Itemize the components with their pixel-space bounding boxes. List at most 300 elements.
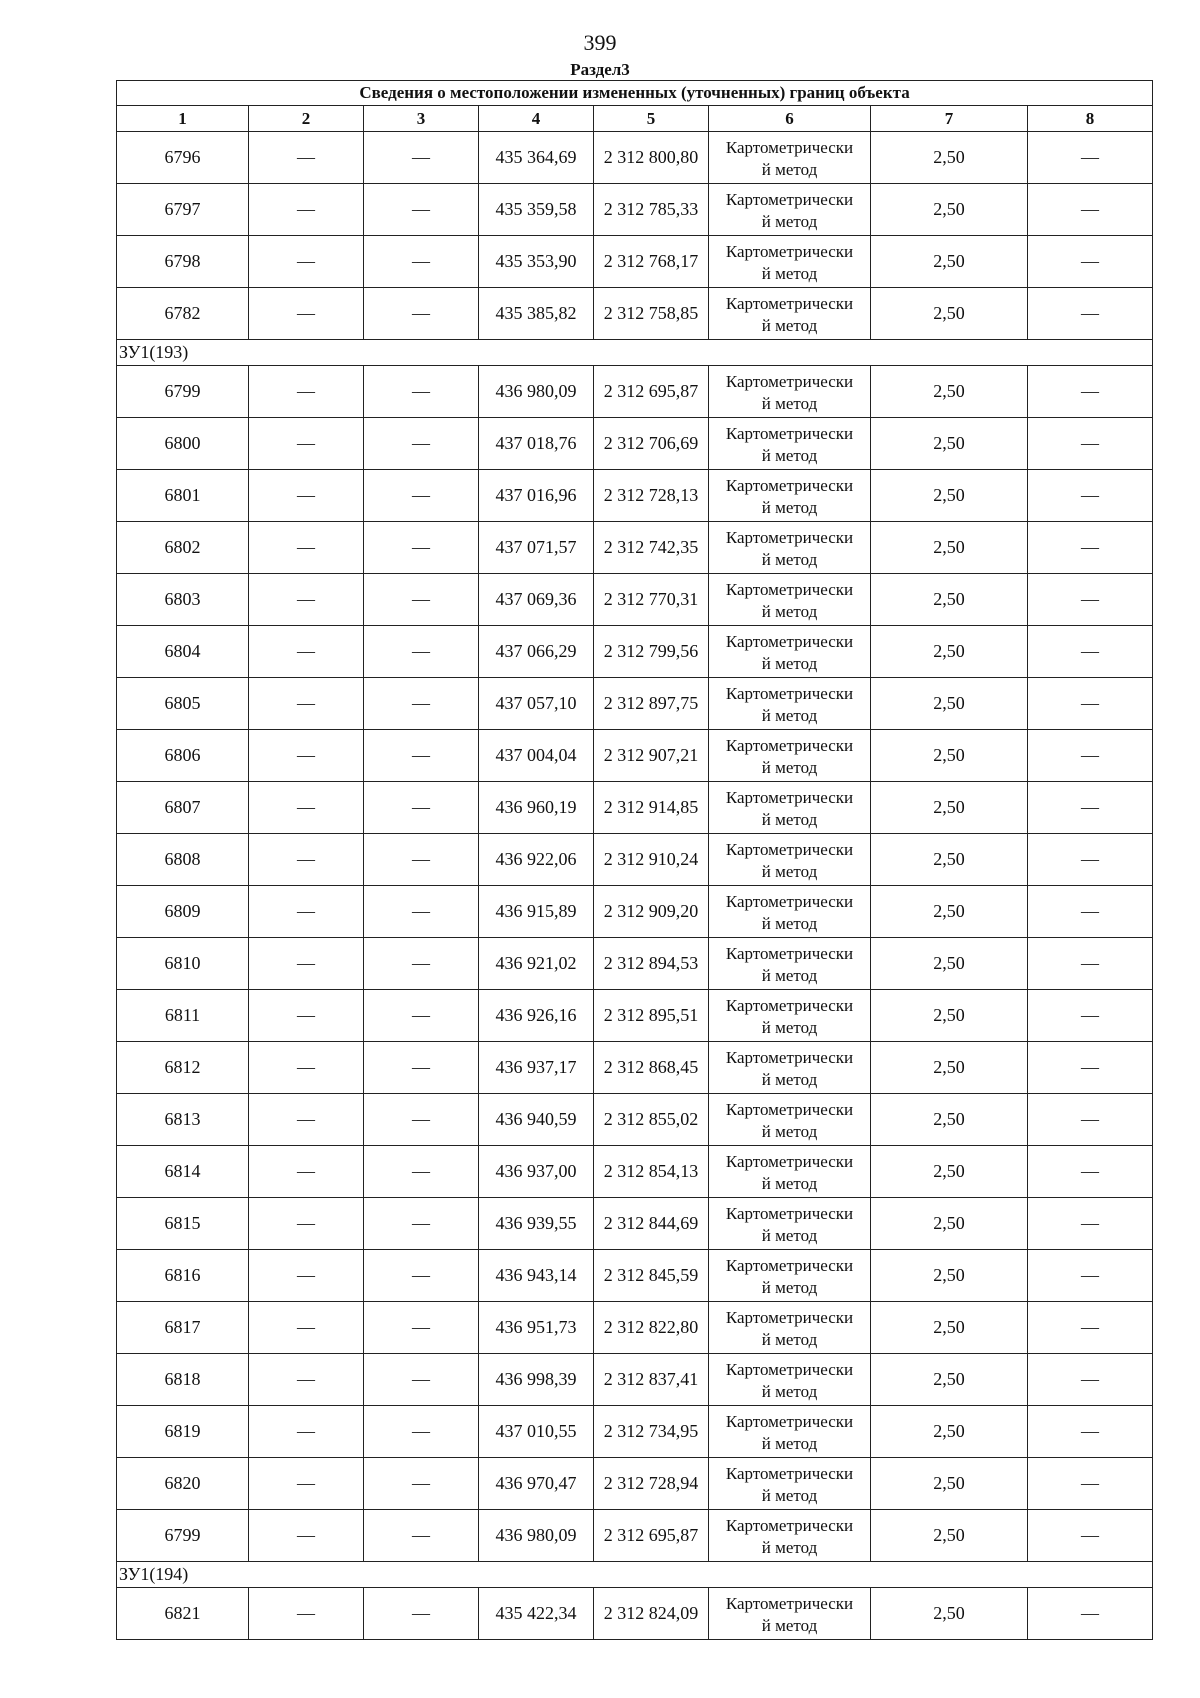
x-coordinate-cell: 437 018,76 (479, 418, 594, 470)
method-text-line: й метод (761, 1615, 818, 1635)
method-text-line: Картометрически (725, 995, 854, 1015)
method-cell (709, 184, 871, 236)
accuracy-cell: 2,50 (871, 574, 1028, 626)
method-cell (709, 132, 871, 184)
empty-dash-cell: — (364, 626, 479, 678)
accuracy-cell: 2,50 (871, 626, 1028, 678)
empty-dash-cell: — (249, 1354, 364, 1406)
point-id-cell: 6801 (117, 470, 249, 522)
method-text-line: Картометрически (725, 527, 854, 547)
group-label: ЗУ1(193) (117, 340, 1153, 366)
empty-dash-cell: — (364, 574, 479, 626)
table-row (117, 288, 1153, 340)
empty-dash-cell: — (1028, 730, 1153, 782)
point-id-cell: 6799 (117, 1510, 249, 1562)
method-cell (709, 1458, 871, 1510)
empty-dash-cell: — (364, 834, 479, 886)
method-text-line: Картометрически (725, 787, 854, 807)
y-coordinate-cell: 2 312 894,53 (594, 938, 709, 990)
x-coordinate-cell: 437 071,57 (479, 522, 594, 574)
method-text-line: й метод (761, 393, 818, 413)
method-text-line: Картометрически (725, 891, 854, 911)
accuracy-cell: 2,50 (871, 1354, 1028, 1406)
method-text-line: Картометрически (725, 241, 854, 261)
group-header-row (117, 340, 1153, 366)
point-id-cell: 6796 (117, 132, 249, 184)
empty-dash-cell: — (364, 1094, 479, 1146)
column-number-row (117, 106, 1153, 132)
empty-dash-cell: — (1028, 184, 1153, 236)
empty-dash-cell: — (364, 1406, 479, 1458)
accuracy-cell: 2,50 (871, 366, 1028, 418)
table-row (117, 1094, 1153, 1146)
empty-dash-cell: — (364, 418, 479, 470)
x-coordinate-cell: 437 057,10 (479, 678, 594, 730)
method-cell (709, 1302, 871, 1354)
y-coordinate-cell: 2 312 770,31 (594, 574, 709, 626)
y-coordinate-cell: 2 312 695,87 (594, 1510, 709, 1562)
empty-dash-cell: — (1028, 1250, 1153, 1302)
point-id-cell: 6816 (117, 1250, 249, 1302)
method-text-line: Картометрически (725, 293, 854, 313)
method-text-line: й метод (761, 159, 818, 179)
y-coordinate-cell: 2 312 734,95 (594, 1406, 709, 1458)
point-id-cell: 6810 (117, 938, 249, 990)
point-id-cell: 6819 (117, 1406, 249, 1458)
empty-dash-cell: — (249, 626, 364, 678)
method-cell (709, 990, 871, 1042)
x-coordinate-cell: 436 951,73 (479, 1302, 594, 1354)
x-coordinate-cell: 436 937,00 (479, 1146, 594, 1198)
accuracy-cell: 2,50 (871, 418, 1028, 470)
y-coordinate-cell: 2 312 799,56 (594, 626, 709, 678)
point-id-cell: 6798 (117, 236, 249, 288)
empty-dash-cell: — (249, 1588, 364, 1640)
y-coordinate-cell: 2 312 800,80 (594, 132, 709, 184)
group-header-row (117, 1562, 1153, 1588)
method-cell (709, 1198, 871, 1250)
table-row (117, 626, 1153, 678)
accuracy-cell: 2,50 (871, 522, 1028, 574)
y-coordinate-cell: 2 312 914,85 (594, 782, 709, 834)
empty-dash-cell: — (364, 1198, 479, 1250)
method-cell (709, 938, 871, 990)
method-text-line: Картометрически (725, 839, 854, 859)
table-row (117, 886, 1153, 938)
empty-dash-cell: — (1028, 1146, 1153, 1198)
method-text-line: Картометрически (725, 1047, 854, 1067)
empty-dash-cell: — (249, 1146, 364, 1198)
y-coordinate-cell: 2 312 822,80 (594, 1302, 709, 1354)
y-coordinate-cell: 2 312 910,24 (594, 834, 709, 886)
method-text-line: й метод (761, 1433, 818, 1453)
x-coordinate-cell: 436 937,17 (479, 1042, 594, 1094)
accuracy-cell: 2,50 (871, 184, 1028, 236)
column-number: 6 (709, 106, 871, 132)
empty-dash-cell: — (1028, 1042, 1153, 1094)
empty-dash-cell: — (364, 1146, 479, 1198)
method-cell (709, 1354, 871, 1406)
method-text-line: Картометрически (725, 1151, 854, 1171)
table-row (117, 574, 1153, 626)
point-id-cell: 6799 (117, 366, 249, 418)
method-text-line: Картометрически (725, 631, 854, 651)
empty-dash-cell: — (1028, 418, 1153, 470)
x-coordinate-cell: 437 004,04 (479, 730, 594, 782)
accuracy-cell: 2,50 (871, 1250, 1028, 1302)
method-cell (709, 1250, 871, 1302)
method-cell (709, 1094, 871, 1146)
column-number: 4 (479, 106, 594, 132)
accuracy-cell: 2,50 (871, 288, 1028, 340)
accuracy-cell: 2,50 (871, 470, 1028, 522)
empty-dash-cell: — (249, 1094, 364, 1146)
empty-dash-cell: — (249, 678, 364, 730)
empty-dash-cell: — (1028, 678, 1153, 730)
method-text-line: Картометрически (725, 1307, 854, 1327)
method-cell (709, 626, 871, 678)
method-cell (709, 1406, 871, 1458)
x-coordinate-cell: 436 926,16 (479, 990, 594, 1042)
method-text-line: Картометрически (725, 579, 854, 599)
empty-dash-cell: — (1028, 1198, 1153, 1250)
empty-dash-cell: — (1028, 288, 1153, 340)
method-text-line: Картометрически (725, 475, 854, 495)
empty-dash-cell: — (1028, 1302, 1153, 1354)
empty-dash-cell: — (249, 366, 364, 418)
empty-dash-cell: — (364, 938, 479, 990)
table-row (117, 522, 1153, 574)
empty-dash-cell: — (249, 418, 364, 470)
y-coordinate-cell: 2 312 845,59 (594, 1250, 709, 1302)
empty-dash-cell: — (249, 132, 364, 184)
point-id-cell: 6814 (117, 1146, 249, 1198)
method-text-line: й метод (761, 211, 818, 231)
point-id-cell: 6818 (117, 1354, 249, 1406)
table-row (117, 366, 1153, 418)
empty-dash-cell: — (249, 184, 364, 236)
method-text-line: й метод (761, 1121, 818, 1141)
table-row (117, 1250, 1153, 1302)
x-coordinate-cell: 436 921,02 (479, 938, 594, 990)
accuracy-cell: 2,50 (871, 1094, 1028, 1146)
accuracy-cell: 2,50 (871, 990, 1028, 1042)
y-coordinate-cell: 2 312 728,94 (594, 1458, 709, 1510)
x-coordinate-cell: 435 364,69 (479, 132, 594, 184)
table-row (117, 1198, 1153, 1250)
table-row (117, 834, 1153, 886)
method-text-line: й метод (761, 965, 818, 985)
method-text-line: й метод (761, 809, 818, 829)
point-id-cell: 6820 (117, 1458, 249, 1510)
table-row (117, 1588, 1153, 1640)
empty-dash-cell: — (249, 730, 364, 782)
group-label: ЗУ1(194) (117, 1562, 1153, 1588)
empty-dash-cell: — (1028, 1094, 1153, 1146)
y-coordinate-cell: 2 312 728,13 (594, 470, 709, 522)
method-cell (709, 522, 871, 574)
empty-dash-cell: — (1028, 782, 1153, 834)
y-coordinate-cell: 2 312 837,41 (594, 1354, 709, 1406)
table-row (117, 1302, 1153, 1354)
method-cell (709, 236, 871, 288)
accuracy-cell: 2,50 (871, 1042, 1028, 1094)
table-row (117, 990, 1153, 1042)
empty-dash-cell: — (249, 782, 364, 834)
accuracy-cell: 2,50 (871, 834, 1028, 886)
table-row (117, 1042, 1153, 1094)
empty-dash-cell: — (1028, 1458, 1153, 1510)
y-coordinate-cell: 2 312 855,02 (594, 1094, 709, 1146)
empty-dash-cell: — (249, 1250, 364, 1302)
point-id-cell: 6803 (117, 574, 249, 626)
y-coordinate-cell: 2 312 854,13 (594, 1146, 709, 1198)
point-id-cell: 6807 (117, 782, 249, 834)
method-cell (709, 366, 871, 418)
empty-dash-cell: — (1028, 236, 1153, 288)
column-number: 7 (871, 106, 1028, 132)
y-coordinate-cell: 2 312 824,09 (594, 1588, 709, 1640)
empty-dash-cell: — (249, 522, 364, 574)
empty-dash-cell: — (364, 990, 479, 1042)
accuracy-cell: 2,50 (871, 1198, 1028, 1250)
method-cell (709, 678, 871, 730)
method-text-line: й метод (761, 601, 818, 621)
table-row (117, 1406, 1153, 1458)
method-text-line: й метод (761, 913, 818, 933)
table-body (117, 132, 1153, 1640)
section-title: Раздел3 (570, 60, 630, 79)
empty-dash-cell: — (249, 1198, 364, 1250)
table-row (117, 470, 1153, 522)
method-text-line: й метод (761, 1381, 818, 1401)
empty-dash-cell: — (364, 470, 479, 522)
empty-dash-cell: — (249, 288, 364, 340)
point-id-cell: 6782 (117, 288, 249, 340)
point-id-cell: 6809 (117, 886, 249, 938)
empty-dash-cell: — (1028, 938, 1153, 990)
x-coordinate-cell: 436 939,55 (479, 1198, 594, 1250)
x-coordinate-cell: 435 385,82 (479, 288, 594, 340)
method-text-line: й метод (761, 1485, 818, 1505)
method-text-line: Картометрически (725, 1411, 854, 1431)
point-id-cell: 6815 (117, 1198, 249, 1250)
method-text-line: й метод (761, 315, 818, 335)
accuracy-cell: 2,50 (871, 1146, 1028, 1198)
empty-dash-cell: — (1028, 1406, 1153, 1458)
method-text-line: Картометрически (725, 1099, 854, 1119)
x-coordinate-cell: 436 915,89 (479, 886, 594, 938)
y-coordinate-cell: 2 312 909,20 (594, 886, 709, 938)
table-row (117, 236, 1153, 288)
method-cell (709, 1146, 871, 1198)
point-id-cell: 6813 (117, 1094, 249, 1146)
empty-dash-cell: — (364, 1250, 479, 1302)
method-cell (709, 782, 871, 834)
method-text-line: Картометрически (725, 1359, 854, 1379)
empty-dash-cell: — (249, 1042, 364, 1094)
method-text-line: Картометрически (725, 1515, 854, 1535)
empty-dash-cell: — (364, 730, 479, 782)
accuracy-cell: 2,50 (871, 1406, 1028, 1458)
accuracy-cell: 2,50 (871, 886, 1028, 938)
y-coordinate-cell: 2 312 695,87 (594, 366, 709, 418)
empty-dash-cell: — (1028, 990, 1153, 1042)
method-cell (709, 574, 871, 626)
x-coordinate-cell: 437 010,55 (479, 1406, 594, 1458)
x-coordinate-cell: 437 016,96 (479, 470, 594, 522)
x-coordinate-cell: 436 922,06 (479, 834, 594, 886)
x-coordinate-cell: 436 970,47 (479, 1458, 594, 1510)
empty-dash-cell: — (364, 184, 479, 236)
column-number: 2 (249, 106, 364, 132)
empty-dash-cell: — (364, 522, 479, 574)
table-row (117, 730, 1153, 782)
accuracy-cell: 2,50 (871, 938, 1028, 990)
method-text-line: й метод (761, 1017, 818, 1037)
empty-dash-cell: — (1028, 366, 1153, 418)
empty-dash-cell: — (1028, 522, 1153, 574)
x-coordinate-cell: 437 066,29 (479, 626, 594, 678)
table-row (117, 938, 1153, 990)
empty-dash-cell: — (364, 1302, 479, 1354)
column-number: 5 (594, 106, 709, 132)
y-coordinate-cell: 2 312 844,69 (594, 1198, 709, 1250)
accuracy-cell: 2,50 (871, 132, 1028, 184)
method-text-line: й метод (761, 1537, 818, 1557)
method-cell (709, 288, 871, 340)
table-row (117, 132, 1153, 184)
empty-dash-cell: — (1028, 834, 1153, 886)
method-text-line: Картометрически (725, 1593, 854, 1613)
accuracy-cell: 2,50 (871, 1458, 1028, 1510)
method-text-line: й метод (761, 263, 818, 283)
y-coordinate-cell: 2 312 907,21 (594, 730, 709, 782)
accuracy-cell: 2,50 (871, 782, 1028, 834)
method-text-line: й метод (761, 653, 818, 673)
x-coordinate-cell: 435 359,58 (479, 184, 594, 236)
column-number: 1 (117, 106, 249, 132)
column-number: 8 (1028, 106, 1153, 132)
accuracy-cell: 2,50 (871, 1510, 1028, 1562)
table-row (117, 184, 1153, 236)
method-text-line: Картометрически (725, 1463, 854, 1483)
x-coordinate-cell: 436 998,39 (479, 1354, 594, 1406)
empty-dash-cell: — (364, 678, 479, 730)
coordinates-table (116, 80, 1153, 1640)
method-text-line: Картометрически (725, 189, 854, 209)
empty-dash-cell: — (364, 236, 479, 288)
empty-dash-cell: — (1028, 574, 1153, 626)
accuracy-cell: 2,50 (871, 1302, 1028, 1354)
x-coordinate-cell: 436 960,19 (479, 782, 594, 834)
x-coordinate-cell: 435 422,34 (479, 1588, 594, 1640)
column-number: 3 (364, 106, 479, 132)
method-text-line: Картометрически (725, 137, 854, 157)
empty-dash-cell: — (249, 990, 364, 1042)
table-caption: Сведения о местоположении измененных (уточненных) границ объекта (117, 81, 1153, 106)
empty-dash-cell: — (364, 886, 479, 938)
x-coordinate-cell: 436 943,14 (479, 1250, 594, 1302)
empty-dash-cell: — (364, 782, 479, 834)
method-text-line: Картометрически (725, 943, 854, 963)
empty-dash-cell: — (1028, 1510, 1153, 1562)
table-row (117, 782, 1153, 834)
y-coordinate-cell: 2 312 868,45 (594, 1042, 709, 1094)
method-text-line: й метод (761, 1173, 818, 1193)
table-row (117, 1354, 1153, 1406)
method-text-line: Картометрически (725, 423, 854, 443)
method-text-line: й метод (761, 1225, 818, 1245)
y-coordinate-cell: 2 312 742,35 (594, 522, 709, 574)
empty-dash-cell: — (364, 132, 479, 184)
method-text-line: й метод (761, 757, 818, 777)
empty-dash-cell: — (364, 1588, 479, 1640)
accuracy-cell: 2,50 (871, 678, 1028, 730)
empty-dash-cell: — (364, 1042, 479, 1094)
accuracy-cell: 2,50 (871, 236, 1028, 288)
y-coordinate-cell: 2 312 758,85 (594, 288, 709, 340)
method-cell (709, 1588, 871, 1640)
method-text-line: й метод (761, 1277, 818, 1297)
method-cell (709, 470, 871, 522)
method-cell (709, 730, 871, 782)
x-coordinate-cell: 436 980,09 (479, 1510, 594, 1562)
table-row (117, 1458, 1153, 1510)
method-text-line: Картометрически (725, 735, 854, 755)
y-coordinate-cell: 2 312 895,51 (594, 990, 709, 1042)
empty-dash-cell: — (249, 938, 364, 990)
point-id-cell: 6812 (117, 1042, 249, 1094)
empty-dash-cell: — (1028, 1588, 1153, 1640)
empty-dash-cell: — (364, 1354, 479, 1406)
table-row (117, 678, 1153, 730)
method-cell (709, 834, 871, 886)
x-coordinate-cell: 435 353,90 (479, 236, 594, 288)
empty-dash-cell: — (249, 1302, 364, 1354)
point-id-cell: 6808 (117, 834, 249, 886)
empty-dash-cell: — (1028, 132, 1153, 184)
method-text-line: й метод (761, 861, 818, 881)
method-text-line: Картометрически (725, 1255, 854, 1275)
empty-dash-cell: — (1028, 1354, 1153, 1406)
page-number: 399 (583, 30, 617, 55)
method-text-line: й метод (761, 705, 818, 725)
y-coordinate-cell: 2 312 706,69 (594, 418, 709, 470)
method-text-line: Картометрически (725, 1203, 854, 1223)
y-coordinate-cell: 2 312 785,33 (594, 184, 709, 236)
method-cell (709, 886, 871, 938)
empty-dash-cell: — (364, 1510, 479, 1562)
method-cell (709, 1510, 871, 1562)
y-coordinate-cell: 2 312 897,75 (594, 678, 709, 730)
y-coordinate-cell: 2 312 768,17 (594, 236, 709, 288)
point-id-cell: 6804 (117, 626, 249, 678)
point-id-cell: 6797 (117, 184, 249, 236)
x-coordinate-cell: 436 940,59 (479, 1094, 594, 1146)
method-text-line: Картометрически (725, 683, 854, 703)
method-cell (709, 1042, 871, 1094)
method-text-line: й метод (761, 1329, 818, 1349)
method-text-line: й метод (761, 1069, 818, 1089)
method-text-line: й метод (761, 445, 818, 465)
empty-dash-cell: — (249, 236, 364, 288)
accuracy-cell: 2,50 (871, 730, 1028, 782)
table-row (117, 1510, 1153, 1562)
empty-dash-cell: — (364, 366, 479, 418)
empty-dash-cell: — (364, 1458, 479, 1510)
method-cell (709, 418, 871, 470)
